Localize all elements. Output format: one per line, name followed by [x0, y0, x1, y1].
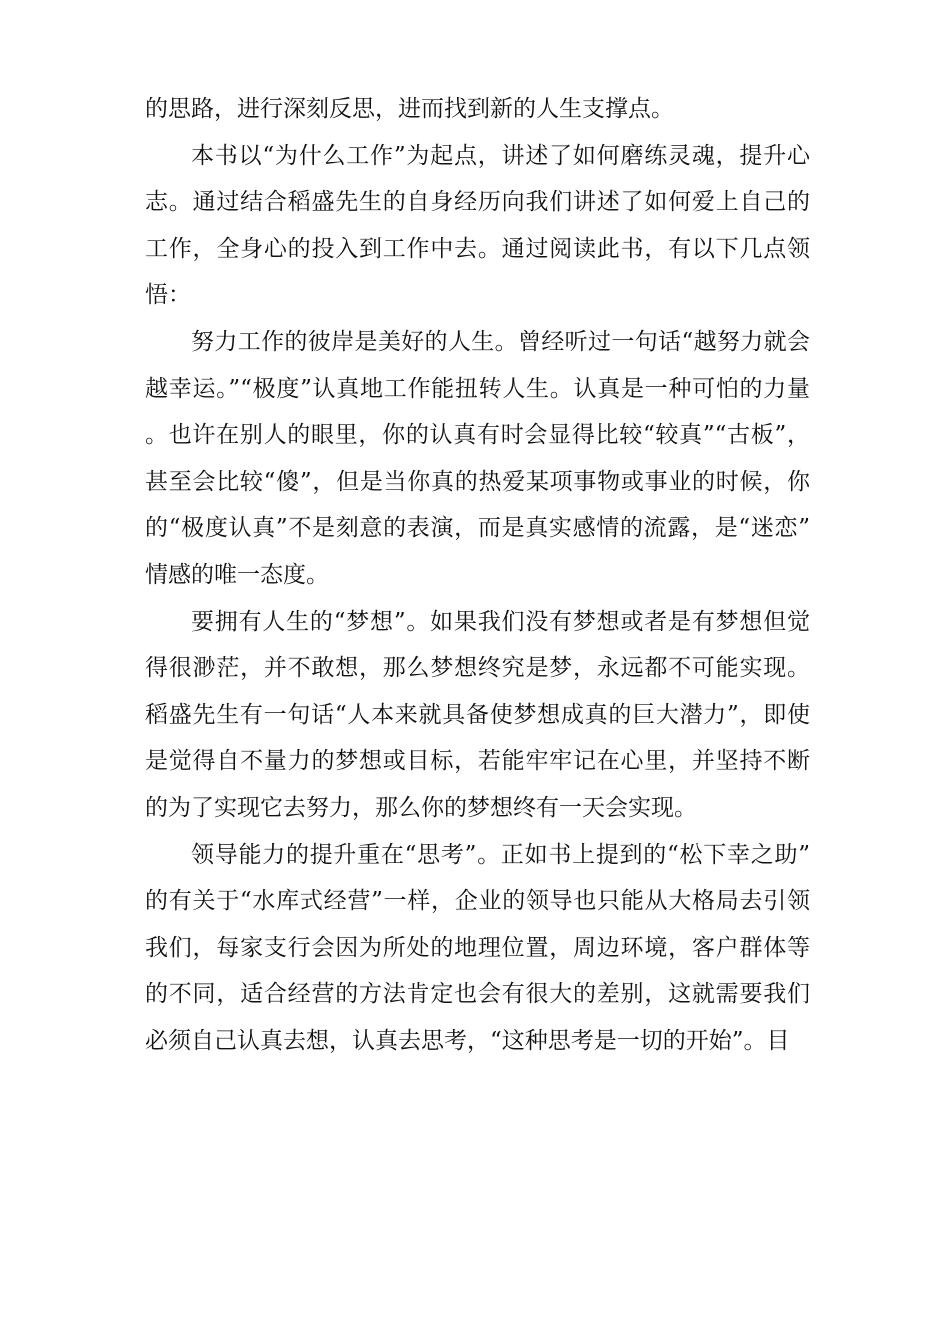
paragraph-book-intro: 本书以“为什么工作”为起点，讲述了如何磨练灵魂，提升心志。通过结合稻盛先生的自身经历向我们讲述了如何爱上自己的工作，全身心的投入到工作中去。通过阅读此书，有以下几点领悟：	[145, 142, 810, 309]
paragraph-hard-work: 努力工作的彼岸是美好的人生。曾经听过一句话“越努力就会越幸运。”“极度”认真地工作能扭转人生。认真是一种可怕的力量。也许在别人的眼里，你的认真有时会显得比较“较真”“古板”，甚至会比较“傻”，但是当你真的热爱某项事物或事业的时候，你的“极度认真”不是刻意的表演，而是真实感情的流露，是“迷恋”情感的唯一态度。	[145, 328, 810, 588]
document-body	[145, 86, 810, 1064]
paragraph-dream: 要拥有人生的“梦想”。如果我们没有梦想或者是有梦想但觉得很渺茫，并不敢想，那么梦想终究是梦，永远都不可能实现。稻盛先生有一句话“人本来就具备使梦想成真的巨大潜力”，即使是觉得自不量力的梦想或目标，若能牢牢记在心里，并坚持不断的为了实现它去努力，那么你的梦想终有一天会实现。	[145, 608, 810, 821]
paragraph-continuation: 的思路，进行深刻反思，进而找到新的人生支撑点。	[145, 96, 674, 122]
paragraph-leadership: 领导能力的提升重在“思考”。正如书上提到的“松下幸之助”的有关于“水库式经营”一样，企业的领导也只能从大格局去引领我们，每家支行会因为所处的地理位置，周边环境，客户群体等的不同，适合经营的方法肯定也会有很大的差别，这就需要我们必须自己认真去想，认真去思考，“这种思考是一切的开始”。目	[145, 841, 810, 1054]
